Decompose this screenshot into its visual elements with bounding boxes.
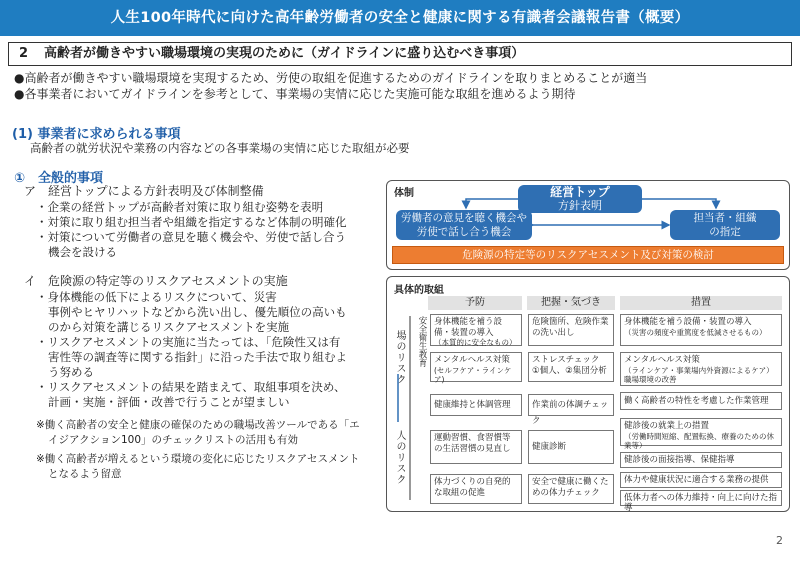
measure-cell bbox=[620, 472, 782, 488]
measure-main: 働く高齢者の特性を考慮した作業管理 bbox=[624, 396, 769, 406]
page-number: 2 bbox=[776, 534, 783, 547]
person-in-charge-line1: 担当者・組織 bbox=[693, 212, 757, 224]
measure-cell bbox=[620, 452, 782, 468]
item-i-line: ・リスクアセスメントの実施に当たっては、「危険性又は有 bbox=[36, 335, 341, 349]
item-i-line: 計画・実施・評価・改善で行うことが望ましい bbox=[48, 395, 290, 409]
worker-opinion-box bbox=[396, 210, 532, 240]
column-header-prevention: 予防 bbox=[428, 296, 522, 310]
item-i-line: 害性等の調査等に関する指針」に沿った手法で取り組むよ bbox=[48, 350, 347, 364]
detection-text: 危険箇所、危険作業の洗い出し bbox=[532, 317, 609, 338]
measure-sub: （労働時間短縮、配置転換、療養のための休業等） bbox=[624, 431, 774, 450]
prevention-cell bbox=[430, 314, 522, 346]
item-a-line: ・対策に取り組む担当者や組織を指定するなど体制の明確化 bbox=[36, 215, 347, 229]
bullet-expectation: ●各事業者においてガイドラインを参考として、事業場の実情に応じた実施可能な取組を進めるよう期待 bbox=[14, 87, 576, 101]
detection-text: 作業前の体調チェック bbox=[532, 400, 609, 426]
note-line: イジアクション100」のチェックリストの活用も有効 bbox=[48, 434, 298, 446]
detection-cell bbox=[528, 394, 614, 426]
measure-cell bbox=[620, 392, 782, 410]
detection-text: ストレスチェック bbox=[532, 355, 600, 365]
measure-extra: 職場環境の改善 bbox=[624, 375, 677, 384]
detection-text: ①個人、②集団分析 bbox=[532, 365, 607, 376]
arrow-right bbox=[642, 199, 716, 208]
detection-text: 安全で健康に働くための体力チェック bbox=[532, 477, 609, 498]
measure-cell bbox=[620, 352, 782, 386]
detection-cell bbox=[528, 430, 614, 464]
item-a-line: 機会を設ける bbox=[48, 245, 117, 259]
structure-label: 体制 bbox=[394, 188, 414, 199]
measure-main: 健診後の面接指導、保健指導 bbox=[624, 455, 735, 465]
measure-cell bbox=[620, 314, 782, 346]
measure-main: 低体力者への体力維持・向上に向けた指導 bbox=[624, 493, 778, 513]
prevention-main: 身体機能を補う設備・装置の導入 bbox=[434, 317, 503, 338]
item-i-line: 事例やヒヤリハットなどから洗い出し、優先順位の高いも bbox=[48, 305, 347, 319]
prevention-sub: (セルフケア・ラインケア) bbox=[434, 365, 512, 384]
section-number: 2 bbox=[19, 46, 29, 61]
worker-opinion-line2: 労使で話し合う機会 bbox=[416, 226, 512, 238]
measure-cell bbox=[620, 490, 782, 513]
page-title: 人生100年時代に向けた高年齢労働者の安全と健康に関する有識者会議報告書（概要） bbox=[0, 0, 800, 36]
column-header-detection: 把握・気づき bbox=[527, 296, 615, 310]
detection-cell bbox=[528, 314, 614, 346]
person-risk-label: 人のリスク bbox=[394, 430, 405, 485]
measure-main: 健診後の就業上の措置 bbox=[624, 421, 710, 431]
note-line: となるよう留意 bbox=[48, 468, 122, 480]
risk-assessment-bar: 危険源の特定等のリスクアセスメント及び対策の検討 bbox=[392, 246, 784, 264]
top-management-box bbox=[518, 185, 642, 213]
prevention-main: 運動習慣、食習慣等の生活習慣の見直し bbox=[434, 433, 511, 454]
person-in-charge-line2: の指定 bbox=[709, 226, 741, 238]
measure-main: 体力や健康状況に適合する業務の提供 bbox=[624, 475, 769, 485]
concrete-measures-label: 具体的取組 bbox=[394, 285, 444, 296]
subsection-description: 高齢者の就労状況や業務の内容などの各事業場の実情に応じた取組が必要 bbox=[30, 141, 410, 155]
item-i-line: う努める bbox=[48, 365, 94, 379]
item-i-line: ・身体機能の低下によるリスクについて、災害 bbox=[36, 290, 277, 304]
prevention-cell bbox=[430, 474, 522, 504]
general-items-heading: ① 全般的事項 bbox=[14, 171, 104, 186]
prevention-cell bbox=[430, 394, 522, 416]
prevention-cell bbox=[430, 430, 522, 464]
item-i-line: のから対策を講じるリスクアセスメントを実施 bbox=[48, 320, 290, 334]
safety-education-label: 安全衛生教育 bbox=[417, 316, 427, 367]
prevention-cell bbox=[430, 352, 522, 382]
note-line: ※働く高齢者が増えるという環境の変化に応じたリスクアセスメント bbox=[36, 453, 360, 465]
item-i-heading: イ 危険源の特定等のリスクアセスメントの実施 bbox=[24, 274, 288, 288]
detection-cell bbox=[528, 474, 614, 504]
top-management-title: 経営トップ bbox=[550, 185, 610, 199]
measure-main: 身体機能を補う設備・装置の導入 bbox=[624, 317, 752, 327]
prevention-sub: （本質的に安全なもの） bbox=[434, 338, 517, 347]
item-a-heading: ア 経営トップによる方針表明及び体制整備 bbox=[24, 184, 264, 198]
arrow-left bbox=[466, 199, 518, 208]
item-i-line: ・リスクアセスメントの結果を踏まえて、取組事項を決め、 bbox=[36, 380, 346, 394]
detection-cell bbox=[528, 352, 614, 382]
column-header-measures: 措置 bbox=[620, 296, 782, 310]
note-line: ※働く高齢者の安全と健康の確保のための職場改善ツールである「エ bbox=[36, 419, 360, 431]
prevention-main: 健康維持と体調管理 bbox=[434, 400, 511, 410]
item-a-line: ・企業の経営トップが高齢者対策に取り組む姿勢を表明 bbox=[36, 200, 324, 214]
measure-cell bbox=[620, 418, 782, 450]
place-risk-label: 場のリスク bbox=[394, 330, 405, 385]
measure-main: メンタルヘルス対策 bbox=[624, 355, 700, 365]
person-in-charge-box bbox=[670, 210, 780, 240]
detection-text: 健康診断 bbox=[532, 442, 567, 452]
measure-sub: （災害の頻度や重篤度を低減させるもの） bbox=[624, 327, 767, 337]
section-heading bbox=[8, 42, 792, 66]
section-title: 高齢者が働きやすい職場環境の実現のために（ガイドラインに盛り込むべき事項） bbox=[44, 46, 525, 61]
prevention-main: メンタルヘルス対策 bbox=[434, 355, 510, 365]
top-management-sub: 方針表明 bbox=[558, 199, 602, 212]
subsection-heading: (1) 事業者に求められる事項 bbox=[12, 127, 181, 142]
prevention-main: 体力づくりの自発的な取組の促進 bbox=[434, 477, 511, 498]
measure-sub: （ラインケア・事業場内外資源によるケア） bbox=[624, 365, 774, 375]
bullet-guideline: ●高齢者が働きやすい職場環境を実現するため、労使の取組を促進するためのガイドラインを取りまとめることが適当 bbox=[14, 71, 648, 85]
item-a-line: ・対策について労働者の意見を聴く機会や、労使で話し合う bbox=[36, 230, 347, 244]
worker-opinion-line1: 労働者の意見を聴く機会や bbox=[401, 212, 527, 224]
